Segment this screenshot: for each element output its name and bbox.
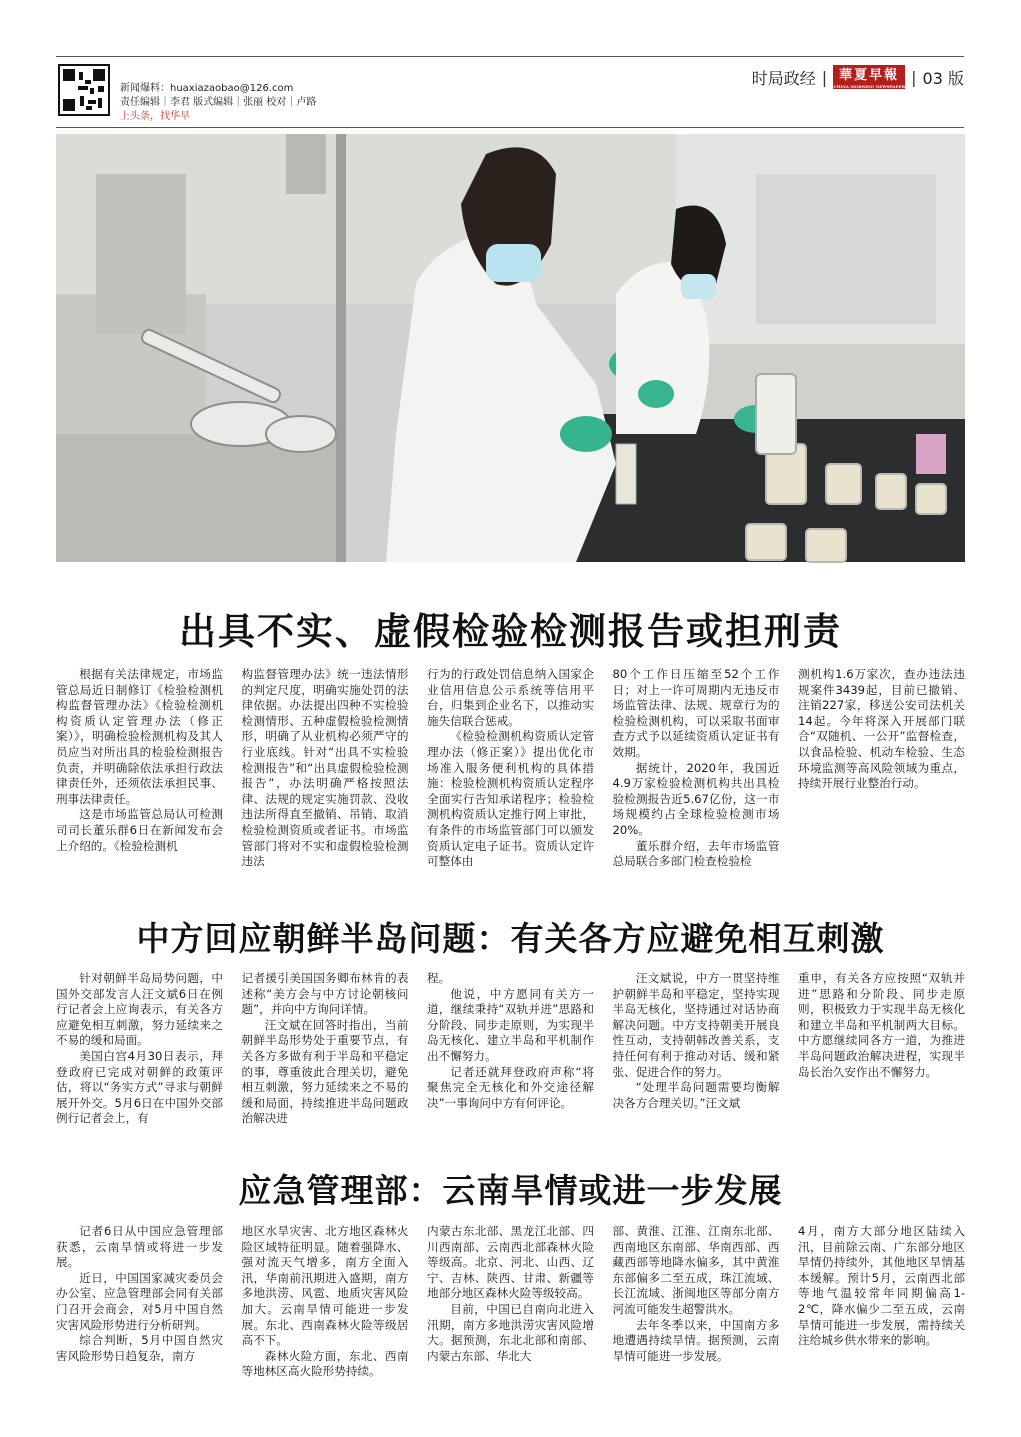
- article-column: [613, 971, 780, 1131]
- article-headline: 中方回应朝鲜半岛问题：有关各方应避免相互刺激: [136, 919, 885, 958]
- article-column: [427, 667, 594, 869]
- top-rule: [56, 56, 964, 57]
- paragraph: 记者还就拜登政府声称“将聚焦完全无核化和外交途径解决”一事询问中方有何评论。: [427, 1064, 594, 1110]
- edition-number: 03 版: [922, 68, 964, 88]
- article-column: [612, 667, 780, 869]
- paragraph: 构监督管理办法》统一违法情形的判定尺度，明确实施处罚的法律依据。办法提出四种不实检验检测情形、五种虚假检验检测情形，明确了从业机构必须严守的行业底线。针对“出具不实检验检测报告”和“出具虚假检验检测报告”，办法明确严格按照法律、法规的规定实施罚款、没收违法所得直至撤销、吊销、取消检验检测资质或者证书。市场监管部门将对不实和虚假检验检测违法: [241, 667, 409, 869]
- article-body: [56, 667, 965, 869]
- paragraph: 综合判断，5月中国自然灾害风险形势日趋复杂，南方: [56, 1333, 223, 1363]
- paragraph: 记者6日从中国应急管理部获悉，云南旱情或将进一步发展。: [56, 1224, 223, 1270]
- article-column: [56, 971, 223, 1131]
- qr-code-icon: [58, 64, 110, 116]
- paragraph: 汪文斌在回答时指出，当前朝鲜半岛形势处于重要节点，有关各方多做有利于半岛和平稳定的事，尊重彼此合理关切，避免相互刺激，努力延续来之不易的缓和局面，持续推进半岛问题政治解决进: [241, 1017, 409, 1126]
- divider: |: [821, 67, 828, 87]
- paragraph: 近日，中国国家减灾委员会办公室、应急管理部会同有关部门召开会商会，对5月中国自然灾害风险形势进行分析研判。: [56, 1270, 223, 1332]
- article-column: [427, 1224, 594, 1382]
- article-headline: 应急管理部：云南旱情或进一步发展: [238, 1171, 783, 1210]
- paragraph: 针对朝鲜半岛局势问题，中国外交部发言人汪文斌6日在例行记者会上应询表示，有关各方应避免相互刺激，努力延续来之不易的缓和局面。: [56, 971, 223, 1048]
- article-column: [798, 667, 965, 843]
- lab-photo: [56, 134, 965, 562]
- article-body: [56, 1224, 965, 1382]
- article-column: [242, 1224, 409, 1382]
- page-header-right: [752, 64, 964, 90]
- article-headline: 出具不实、虚假检验检测报告或担刑责: [179, 610, 842, 653]
- paragraph: 内蒙古东北部、黑龙江北部、四川西南部、云南西北部森林火险等级高。北京、河北、山西、辽宁、吉林、陕西、甘肃、新疆等地部分地区森林火险等级较高。: [427, 1224, 594, 1301]
- paragraph: 汪文斌说，中方一贯坚持维护朝鲜半岛和平稳定，坚持实现半岛无核化，坚持通过对话协商解决问题。中方支持朝美开展良性互动，支持朝韩改善关系，支持任何有利于推动对话、缓和紧张、促进合作的努力。: [612, 971, 780, 1079]
- paragraph: 董乐群介绍，去年市场监管总局联合多部门检查检验检: [612, 838, 780, 869]
- article-column: [613, 1224, 780, 1382]
- paragraph: 测机构1.6万家次，查办违法违规案件3439起，目前已撤销、注销227家，移送公安司法机关14起。今年将深入开展部门联合“双随机、一公开”监督检查，以食品检验、机动车检验、生态环境监测等高风险领域为重点，持续开展行业整治行动。: [798, 667, 965, 791]
- paragraph: 这是市场监管总局认可检测司司长董乐群6日在新闻发布会上介绍的。《检验检测机: [56, 807, 223, 853]
- article-column: [242, 971, 409, 1131]
- article-column: [798, 1224, 965, 1382]
- paragraph: 森林火险方面，东北、西南等地林区高火险形势持续。: [241, 1348, 409, 1379]
- paragraph: 据统计，2020年，我国近4.9万家检验检测机构共出具检验检测报告近5.67亿份，这一市场规模约占全球检验检测市场20%。: [612, 760, 780, 837]
- paragraph: 他说，中方愿同有关方一道，继续秉持“双轨并进”思路和分阶段、同步走原则，为实现半岛无核化、建立半岛和平机制作出不懈努力。: [427, 986, 594, 1063]
- paragraph: 根据有关法律规定，市场监管总局近日制修订《检验检测机构监督管理办法》《检验检测机构资质认定管理办法（修正案）》，明确检验检测机构及其人员应当对所出具的检验检测报告负责，并明确除依法承担行政法律责任外，还须依法承担民事、刑事法律责任。: [56, 667, 223, 806]
- divider: |: [911, 67, 917, 87]
- article-column: [56, 667, 223, 853]
- header-rule: [56, 127, 964, 128]
- paragraph: 行为的行政处罚信息纳入国家企业信用信息公示系统等信用平台，归集到企业名下，以推动实施失信联合惩戒。: [427, 667, 594, 728]
- paragraph: 《检验检测机构资质认定管理办法（修正案）》提出优化市场准入服务便利机构的具体措施：检验检测机构资质认定程序全面实行告知承诺程序；检验检测机构资质认定推行网上审批，有条件的市场监管部门可以颁发资质认定电子证书。资质认定许可整体由: [427, 729, 594, 869]
- article-body: [56, 971, 965, 1131]
- paragraph: 美国白宫4月30日表示，拜登政府已完成对朝鲜的政策评估，将以“务实方式”寻求与朝鲜展开外交。5月6日在中国外交部例行记者会上，有: [56, 1048, 223, 1126]
- newspaper-logo: 華夏早報 CHINA MORNING NEWSPAPER: [833, 65, 905, 89]
- masthead-info: [120, 82, 316, 124]
- tip-email[interactable]: huaxiazaobao@126.com: [170, 83, 294, 94]
- paragraph: 部、黄淮、江淮、江南东北部、西南地区东南部、华南西部、西藏西部等地降水偏多，其中黄淮东部偏多二至五成，珠江流域、长江流域、浙闽地区等部分南方河流可能发生超警洪水。: [612, 1224, 780, 1316]
- paragraph: 目前，中国已自南向北进入汛期，南方多地洪涝灾害风险增大。据预测，东北北部和南部、内蒙古东部、华北大: [427, 1301, 594, 1363]
- paragraph: 程。: [427, 971, 451, 985]
- tip-label: 新闻爆料：: [120, 83, 170, 94]
- paragraph: 4月，南方大部分地区陆续入汛，目前除云南、广东部分地区旱情仍持续外，其他地区旱情基本缓解。预计5月，云南西北部等地气温较常年同期偏高1-2℃，降水偏少二至五成，云南旱情可能进一步发展，需持续关注给城乡供水带来的影响。: [798, 1224, 965, 1348]
- lab-photo-illustration: [56, 134, 965, 562]
- section-name: 时局政经: [751, 68, 816, 88]
- article-column: [798, 971, 965, 1131]
- article-column: [56, 1224, 223, 1382]
- paragraph: “处理半岛问题需要均衡解决各方合理关切。”汪文斌: [612, 1080, 780, 1110]
- paragraph: 记者援引美国国务卿布林肯的表述称“美方会与中方讨论朝核问题”，并向中方询问详情。: [241, 971, 409, 1017]
- editor-credits: 责任编辑｜李君 版式编辑｜张丽 校对｜卢路: [120, 97, 317, 108]
- paragraph: 80个工作日压缩至52个工作日；对上一许可周期内无违反市场监管法律、法规、规章行为的检验检测机构，可以采取书面审查方式予以延续资质认定证书有效期。: [612, 667, 780, 759]
- tip-line: [120, 82, 316, 96]
- paragraph: 重申，有关各方应按照“双轨并进”思路和分阶段、同步走原则，积极致力于实现半岛无核化和建立半岛和平机制两大目标。中方愿继续同各方一道，为推进半岛问题政治解决进程，实现半岛长治久安作出不懈努力。: [798, 971, 965, 1079]
- slogan: 上头条，找华早: [120, 111, 190, 122]
- article-column: [427, 971, 594, 1131]
- paragraph: 地区水旱灾害、北方地区森林火险区域特征明显。随着强降水、强对流天气增多，南方全面入汛，华南前汛期进入盛期，南方多地洪涝、风雹、地质灾害风险加大。云南旱情可能进一步发展。东北、西南森林火险等级居高不下。: [241, 1224, 409, 1348]
- paragraph: 去年冬季以来，中国南方多地遭遇持续旱情。据预测，云南旱情可能进一步发展。: [612, 1317, 780, 1363]
- article-column: [241, 667, 409, 869]
